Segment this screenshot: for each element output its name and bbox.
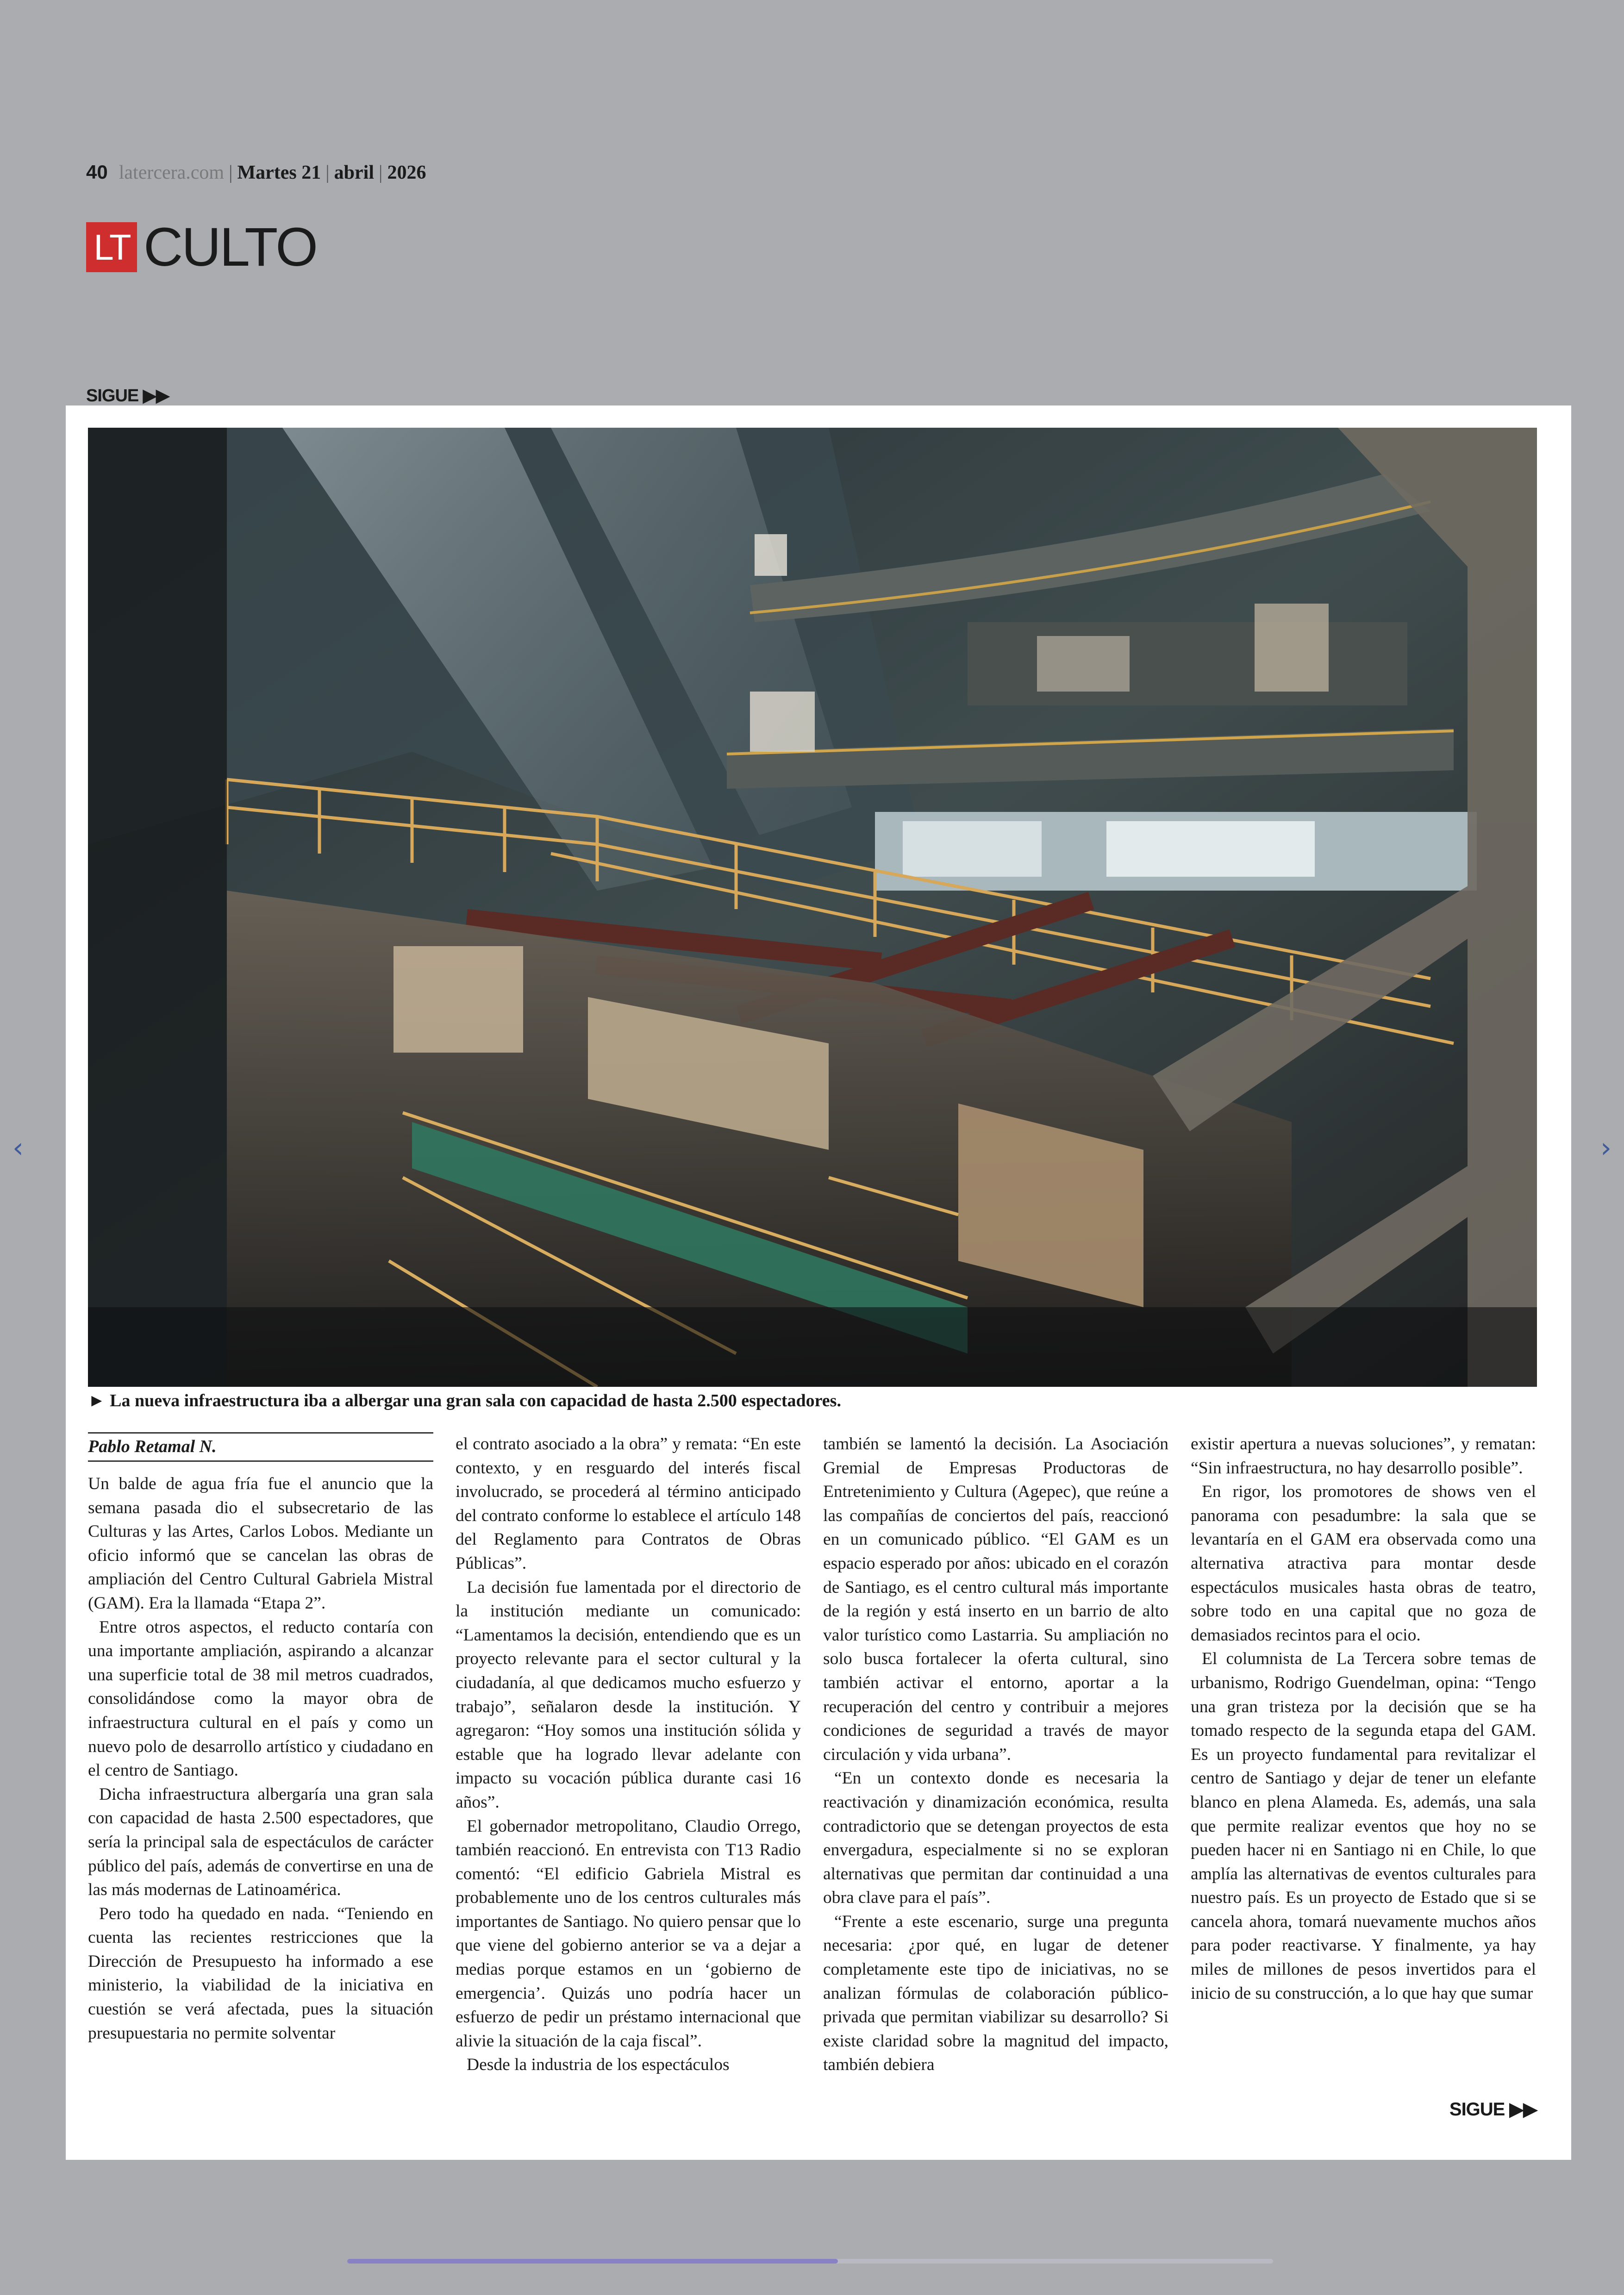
article-column-4 [1191, 1432, 1536, 2005]
edition-header: 40 latercera.com | Martes 21 | abril | 2026 [86, 161, 426, 183]
paragraph: Entre otros aspectos, el reducto contaría con una importante ampliación, aspirando a alcanzar una superficie total de 38 mil metros cuadrados, consolidándose como la mayor obra de infraestructura cultural en el país y como un nuevo polo de desarrollo artístico y ciudadano en el centro de Santiago. [88, 1617, 433, 1780]
continued-marker-bottom: SIGUE ▶▶ [1449, 2099, 1537, 2120]
paragraph: Un balde de agua fría fue el anuncio que la semana pasada dio el subsecretario de las Culturas y las Artes, Carlos Lobos. Mediante un oficio informó que se cancelan las obras de ampliación del Centro Cultural Gabriela Mistral (GAM). Era la llamada “Etapa 2”. [88, 1474, 433, 1613]
paragraph: Desde la industria de los espectáculos [467, 2055, 730, 2075]
page-number: 40 [86, 161, 108, 183]
newspaper-page [66, 405, 1571, 2160]
paragraph: La decisión fue lamentada por el directorio de la institución mediante un comunicado: “Lamentamos la decisión, entendiendo que es un proyecto relevante para el sector cultural y la ciudadanía, al que dedicamos mucho esfuerzo y trabajo”, señalaron desde la institución. Y agregaron: “Hoy somos una institución sólida y estable que ha logrado llevar adelante con impacto su vocación pública durante casi 16 años”. [456, 1578, 801, 1812]
paragraph: El gobernador metropolitano, Claudio Orrego, también reaccionó. En entrevista con T13 Radio comentó: “El edificio Gabriela Mistral es probablemente uno de los centros culturales más importantes de Santiago. No quiero pensar que lo que viene del gobierno anterior se va a dejar a medias porque estamos en un ‘gobierno de emergencia’. Quizás uno podría hacer un esfuerzo de pedir un préstamo internacional que alivie la situación de la caja fiscal”. [456, 1816, 801, 2051]
paragraph: “En un contexto donde es necesaria la reactivación y dinamización económica, resulta contradictorio que se detengan proyectos de esta envergadura, especialmente si no se exploran alternativas que permitan dar continuidad a una obra clave para el país”. [823, 1769, 1168, 1908]
byline: Pablo Retamal N. [88, 1432, 433, 1462]
edition-year: 2026 [387, 162, 426, 183]
chevron-left-icon[interactable]: ‹ [12, 1132, 24, 1164]
article-column-1 [88, 1432, 433, 2045]
section-brand [86, 217, 317, 278]
continued-marker-top: SIGUE ▶▶ [86, 386, 169, 405]
paragraph: “Frente a este escenario, surge una pregunta necesaria: ¿por qué, en lugar de detener completamente este tipo de iniciativas, no se analizan fórmulas de colaboración público-privada que permitan viabilizar su desarrollo? Si existe claridad sobre la magnitud del impacto, también debiera [823, 1912, 1168, 2075]
edition-day: Martes 21 [237, 162, 321, 183]
paragraph: Pero todo ha quedado en nada. “Teniendo en cuenta las recientes restricciones que la Dirección de Presupuesto ha informado a ese ministerio, la viabilidad de la iniciativa en cuestión se verá afectada, pues la situación presupuestaria no permite solventar [88, 1904, 433, 2043]
reading-progress-bar[interactable] [347, 2259, 1273, 2264]
paragraph: existir apertura a nuevas soluciones”, y rematan: “Sin infraestructura, no hay desarrollo posible”. [1191, 1434, 1536, 1478]
paragraph: El columnista de La Tercera sobre temas de urbanismo, Rodrigo Guendelman, opina: “Tengo una gran tristeza por la decisión que se ha tomado respecto de la segunda etapa del GAM. Es un proyecto fundamental para revitalizar el centro de Santiago y dejar de tener un elefante blanco en plena Alameda. Es, además, una sala que permite realizar eventos que hoy no se pueden hacer ni en Santiago ni en Chile, lo que amplía las alternativas de eventos culturales para nuestro país. Es un proyecto de Estado que si se cancela ahora, tomará nuevamente muchos años para poder reactivarse. Y finalmente, ya hay miles de millones de pesos invertidos para el inicio de su construcción, a lo que hay que sumar [1191, 1649, 1536, 2003]
section-title: CULTO [144, 217, 317, 278]
lt-logo: LT [86, 222, 137, 272]
construction-site-image [88, 428, 1537, 1387]
paragraph: En rigor, los promotores de shows ven el panorama con pesadumbre: la sala que se levantaría en el GAM era observada como una alternativa atractiva para montar desde espectáculos musicales hasta obras de teatro, sobre todo en una capital que no goza de demasiados recintos para el ocio. [1191, 1482, 1536, 1645]
paragraph: Dicha infraestructura albergaría una gran sala con capacidad de hasta 2.500 espectadores, que sería la principal sala de espectáculos de carácter público del país, además de convertirse en una de las más modernas de Latinoamérica. [88, 1784, 433, 1900]
article-body [88, 1432, 1537, 2127]
article-column-2 [456, 1432, 801, 2077]
chevron-right-icon[interactable]: › [1600, 1132, 1612, 1164]
reading-progress-fill [347, 2259, 838, 2264]
paragraph: el contrato asociado a la obra” y remata: “En este contexto, y en resguardo del interés fiscal involucrado, se procederá al término anticipado del contrato conforme lo establece el artículo 148 del Reglamento para Contratos de Obras Públicas”. [456, 1434, 801, 1573]
paragraph: también se lamentó la decisión. La Asociación Gremial de Empresas Productoras de Entretenimiento y Cultura (Agepec), que reúne a las compañías de conciertos del país, reaccionó en un comunicado público. “El GAM es un espacio esperado por años: ubicado en el corazón de Santiago, es el centro cultural más importante de la región y está inserto en un barrio de alto valor turístico como Lastarria. Su ampliación no solo busca fortalecer la oferta cultural, sino también activar el entorno, aportar a la recuperación del centro y contribuir a mejores condiciones de seguridad a través de mayor circulación y vida urbana”. [823, 1434, 1168, 1764]
site-name: latercera.com [119, 162, 225, 183]
photo-caption: ► La nueva infraestructura iba a albergar una gran sala con capacidad de hasta 2.500 espectadores. [88, 1391, 841, 1410]
edition-month: abril [334, 162, 375, 183]
article-column-3 [823, 1432, 1168, 2077]
article-photo [88, 428, 1537, 1387]
